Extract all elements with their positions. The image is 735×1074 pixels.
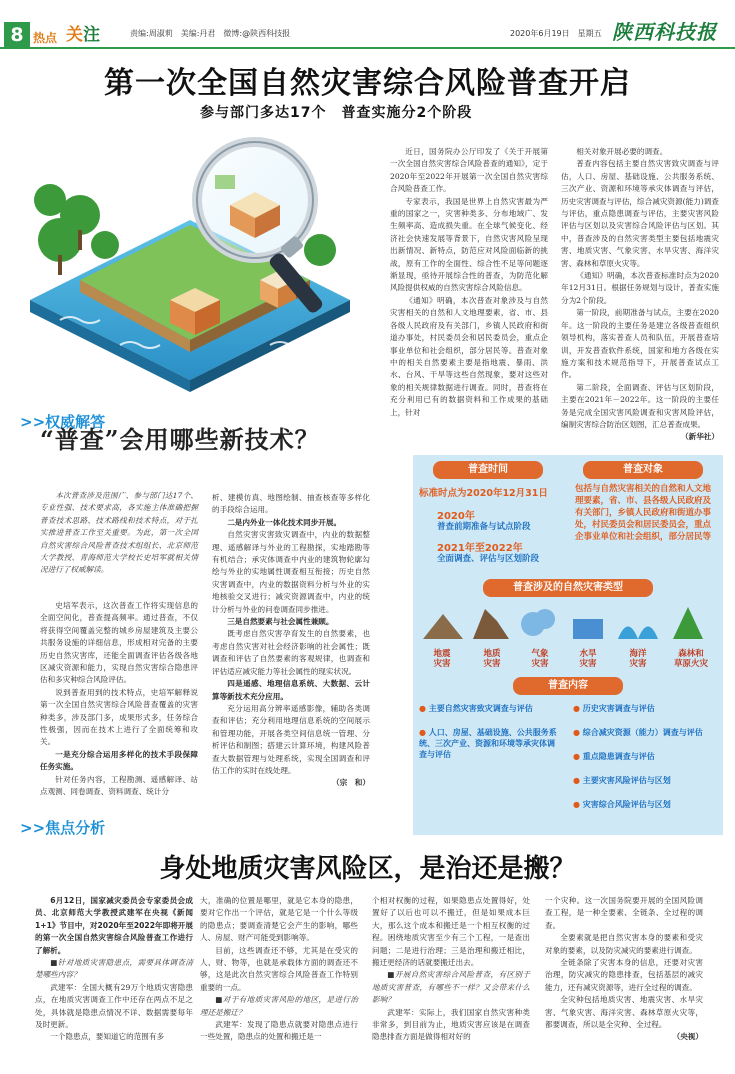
main-subheadline: 参与部门多达17个 普查实施分2个阶段 <box>200 105 473 121</box>
hazard-geological: 地质 灾害 <box>483 649 501 669</box>
paragraph: 第一阶段，前期准备与试点，主要在2020年。这一阶段的主要任务是建立各级普查组织领导机构，落实普查人员和队伍，开展普查培训，开发普查软件系统，国家和地方各级在实施方案和技术规范指导下，开展普查试点工作。 <box>561 308 719 380</box>
census-infographic <box>413 455 723 835</box>
question: ■开展自然灾害综合风险普查，有区别于地质灾害普查，有哪些不一样？又会带来什么影响？ <box>372 970 530 1005</box>
paragraph: 武建军：全国大概有29万个地质灾害隐患点，在地质灾害调查工作中还存在两点不足之处，具体就是隐患点情况不详、数据需要每年及时更新。 <box>35 982 193 1030</box>
info-object-label: 普查对象 <box>583 461 703 479</box>
paragraph: 普查内容包括主要自然灾害致灾调查与评估，人口、房屋、基础设施、公共服务系统、三次产业、资源和环境等承灾体调查与评估，历史灾害调查与评估，综合减灾资源(能力)调查与评估，重点隐患调查与评估，主要灾害风险评估与区划以及灾害综合风险评估与区划。其中，普查涉及的自然灾害类型主要包括地震灾害、地质灾害、气象灾害、水旱灾害、海洋灾害、森林和草原火灾等。 <box>561 159 719 268</box>
hazard-marine: 海洋 灾害 <box>629 649 647 669</box>
analysis-col1 <box>35 895 193 1044</box>
hazard-icons <box>413 599 723 649</box>
hazard-flood-drought: 水旱 灾害 <box>579 649 597 669</box>
main-article-col2 <box>561 146 719 444</box>
content-item: ● 历史灾害调查与评估 <box>573 704 655 713</box>
paragraph: 史培军表示，这次普查工作将实现信息的全面空间化，普查提高频率。通过普查，不仅将获得空间覆盖完整的城乡房屋建筑及主要公共服务设施的详细信息，形成相对完备的主要历史自然灾害库，还能全面调查评估各级各地区减灾资源和能力，实现自然灾害综合隐患评估和多灾种综合风险评估。 <box>40 601 198 685</box>
section-label-analysis: >>焦点分析 <box>20 819 106 837</box>
page-number: 8 <box>4 22 30 48</box>
lead-paragraph: 6月12日，国家减灾委员会专家委员会成员、北京师范大学教授武建军在央视《新闻1+1》节目中，对2020年至2022年即将开展的第一次全国自然灾害综合风险普查工作进行了解析。 <box>35 896 193 955</box>
paragraph: 针对任务内容，工程勘测、遥感解译、站点观测、同卷调查、资料调查、统计分 <box>40 774 198 797</box>
analysis-title: 身处地质灾害风险区，是治还是搬？ <box>159 854 576 884</box>
intro-text: 本次普查涉及范围广、参与部门达17个、专业性强、技术要求高，各实施主体准确把握普查技术思路、技术路线和技术特点，对于扎实推进普查工作至关重要。为此，第一次全国自然灾害综合风险普查技术组组长、北京师范大学教授、青海师范大学校长史培军就相关情况进行了权威解读。 <box>40 491 198 575</box>
paragraph: 第二阶段，全面调查、评估与区划阶段，主要在2021年－2022年。这一阶段的主要任务是完成全国灾害风险调查和灾害风险评估，编制灾害综合防治区划图，汇总普查成果。 <box>561 382 719 429</box>
paragraph: 《通知》明确，本次普查对象涉及与自然灾害相关的自然和人文地理要素，省、市、县各级人民政府及有关部门，乡镇人民政府和街道办事处，村民委员会和居民委员会，重点企事业单位和社会组织，部分居民等。普查对象中的相关自然要素主要是指地震、暴雨、洪水、台风、干旱等这些自然现象，要对这些对象的相关规律数据进行调查。同时，普查将在充分利用已有的数据资料和工作成果的基础上，针对 <box>390 295 548 417</box>
key-point: 二是内外业一体化技术同步开展。 <box>227 517 342 527</box>
section-label-qa: >>权威解答 <box>20 413 106 431</box>
paragraph: 个相对权衡的过程，如果隐患点处置得好，处置好了以后也可以不搬迁，但是如果成本巨大，那么这个成本和搬迁是一个相互权衡的过程。困绕地质灾害至少有三个工程，一是查出问题；二是进行治理；三是治理和搬迁相比，搬迁更经济的话就要搬迁出去。 <box>372 896 530 968</box>
info-time-label: 普查时间 <box>433 461 543 479</box>
qa-title: “普查”会用哪些新技术？ <box>40 425 320 454</box>
paragraph: 析、建模仿真、地图绘制、抽查核查等多样化的手段综合运用。 <box>212 493 370 515</box>
section-tag: 热点 <box>33 31 58 45</box>
content-item: ● 灾害综合风险评估与区划 <box>573 800 671 809</box>
content-item: ● 主要灾害风险评估与区划 <box>573 776 671 785</box>
paragraph: 武建军：实际上，我们国家自然灾害种类非常多，到目前为止，地质灾害应该是在调查隐患排查方面是做得相对好的 <box>372 1007 530 1042</box>
paragraph: 相关对象开展必要的调查。 <box>576 147 668 156</box>
byline: （新华社） <box>681 432 719 442</box>
analysis-col3 <box>372 895 530 1044</box>
content-item: ● 重点隐患调查与评估 <box>573 752 655 761</box>
paragraph: 近日，国务院办公厅印发了《关于开展第一次全国自然灾害综合风险普查的通知》，定于2020年至2022年开展第一次全国自然灾害综合风险普查工作。 <box>390 147 548 194</box>
key-point: 四是遥感、地理信息系统、大数据、云计算等新技术充分应用。 <box>212 679 370 701</box>
content-item: ● 人口、房屋、基础设施、公共服务系统、三次产业、资源和环境等承灾体调查与评估 <box>419 728 557 759</box>
main-article-col1 <box>390 146 548 419</box>
phase2-desc: 全面调查、评估与区划阶段 <box>437 554 540 564</box>
paragraph: 专家表示，我国是世界上自然灾害最为严重的国家之一，灾害种类多、分布地域广、发生频率高、造成损失重。在全球气候变化、经济社会快速发展等背景下，自然灾害风险呈现出新情况、新特点，防范应对风险面临新的挑战，原有工作的全面性、综合性不足等问题逐渐显现，亟待开展综合性的普查，为防范化解风险提供权威的自然灾害综合风险信息。 <box>390 196 548 293</box>
paragraph: 武建军：发现了隐患点就要对隐患点进行一些处置，隐患点的处置和搬迁是一 <box>200 1020 358 1042</box>
hazard-meteorological: 气象 灾害 <box>531 649 549 669</box>
info-content-label: 普查内容 <box>513 677 623 695</box>
content-item: ● 综合减灾资源（能力）调查与评估 <box>573 728 703 737</box>
phase1-year: 2020年 <box>437 511 475 522</box>
phase1-desc: 普查前期准备与试点阶段 <box>437 522 531 532</box>
key-point: 三是自然要素与社会属性兼顾。 <box>227 617 334 627</box>
analysis-col2 <box>200 895 358 1044</box>
paragraph: 充分运用高分辨率遥感影像，辅助各类调查和评估；充分利用地理信息系统的空间展示和管理功能，开展各类空间信息统一管理、分析评估和制图；搭建云计算环境，构建风险普查大数据管理与处理系统，实现全国调查和评估工作的实时在线处理。 <box>212 703 370 775</box>
hazard-forest-fire: 森林和 草原火灾 <box>673 649 708 669</box>
question: ■对于有地质灾害风险的地区，是进行治理还是搬迁？ <box>200 995 358 1017</box>
paragraph: 一个灾种。这一次国务院要开展的全国风险调查工程，是一种全要素、全链条、全过程的调查。 <box>545 896 703 930</box>
paragraph: 目前，这些调查还不够，尤其是在受灾的人、财、物等，也就是承载体方面的调查还不够，这是此次自然灾害综合风险普查工作特别重要的一点。 <box>200 945 358 992</box>
byline: （央视） <box>672 1032 703 1042</box>
paragraph: 一个隐患点，要知道它的范围有多 <box>50 1032 165 1042</box>
phase2-year: 2021年至2022年 <box>437 543 523 554</box>
content-item: ● 主要自然灾害致灾调查与评估 <box>419 704 533 713</box>
credits: 责编:周淑莉 美编:丹君 微博:@陕西科技报 <box>130 29 291 38</box>
paragraph: 说到普查用到的技术特点，史培军解释说第一次全国自然灾害综合风险普查覆盖的灾害种类多，涉及部门多，成果形式多，任务综合性极强，因而在技术上进行了全面统筹和攻关。 <box>40 687 198 747</box>
analysis-col4 <box>545 895 703 1044</box>
paragraph: 自然灾害灾害致灾调查中，内业的数据整理、遥感解译与外业的工程勘探，实地踏勘等有机结合；承灾体调查中内业的建筑物轮廓勾绘与外业的实地属性调查相互衔接；历史自然灾害调查中，内业的数据资料分析与外业的实地核验交叉进行；减灾资源调查中，内业的统计分析与外业的问卷调查同步推进。 <box>212 530 370 614</box>
section-title: 关注 <box>66 25 100 45</box>
key-point: 一是充分综合运用多样化的技术手段保障任务实施。 <box>40 749 198 772</box>
main-headline: 第一次全国自然灾害综合风险普查开启 <box>104 66 631 101</box>
masthead: 陕西科技报 <box>612 20 717 44</box>
header-rule <box>0 47 735 49</box>
question: ■针对地质灾害隐患点，需要具体调查清楚哪些内容？ <box>35 958 193 980</box>
standard-time: 标准时点为2020年12月31日 <box>419 488 548 499</box>
paragraph: 大，准确的位置是哪里，就是它本身的隐患，要对它作出一个评估，就是它是一个什么等级的隐患点；要调查清楚它会产生的影响，哪些人、房屋、财产可能受到影响等。 <box>200 896 358 943</box>
issue-date: 2020年6月19日 星期五 <box>510 29 602 38</box>
byline: （宗 和） <box>332 778 370 788</box>
paragraph: 既考虑自然灾害孕育发生的自然要素，也考虑自然灾害对社会经济影响的社会属性；既调查和评估了自然要素的客观规律，也调查和评估适应减灾能力等社会属性的现实状况。 <box>212 629 370 676</box>
qa-col2 <box>212 492 370 790</box>
info-hazard-label: 普查涉及的自然灾害类型 <box>483 579 653 597</box>
paragraph: 全链条除了灾害本身的信息，还要对灾害治理，防灾减灾的隐患排查，包括基层的减灾能力，还有减灾资源等，进行全过程的调查。 <box>545 958 703 992</box>
magnifier-illustration <box>20 130 390 395</box>
paragraph: 全要素就是把自然灾害本身的要素和受灾对象的要素，以及防灾减灾的要素进行调查。 <box>545 933 703 955</box>
hazard-earthquake: 地震 灾害 <box>433 649 451 669</box>
qa-intro <box>40 490 198 577</box>
paragraph: 全灾种包括地质灾害、地震灾害、水旱灾害、气象灾害、海洋灾害、森林草原火灾等，都要调查，所以是全灾种、全过程。 <box>545 995 703 1030</box>
object-desc: 包括与自然灾害相关的自然和人文地理要素，省、市、县各级人民政府及有关部门，乡镇人民政府和街道办事处，村民委员会和居民委员会，重点企事业单位和社会组织，部分居民等 <box>575 484 712 542</box>
paragraph: 《通知》明确，本次普查标准时点为2020年12月31日。根据任务规划与设计，普查实施分为2个阶段。 <box>561 271 719 305</box>
qa-col1 <box>40 600 198 799</box>
